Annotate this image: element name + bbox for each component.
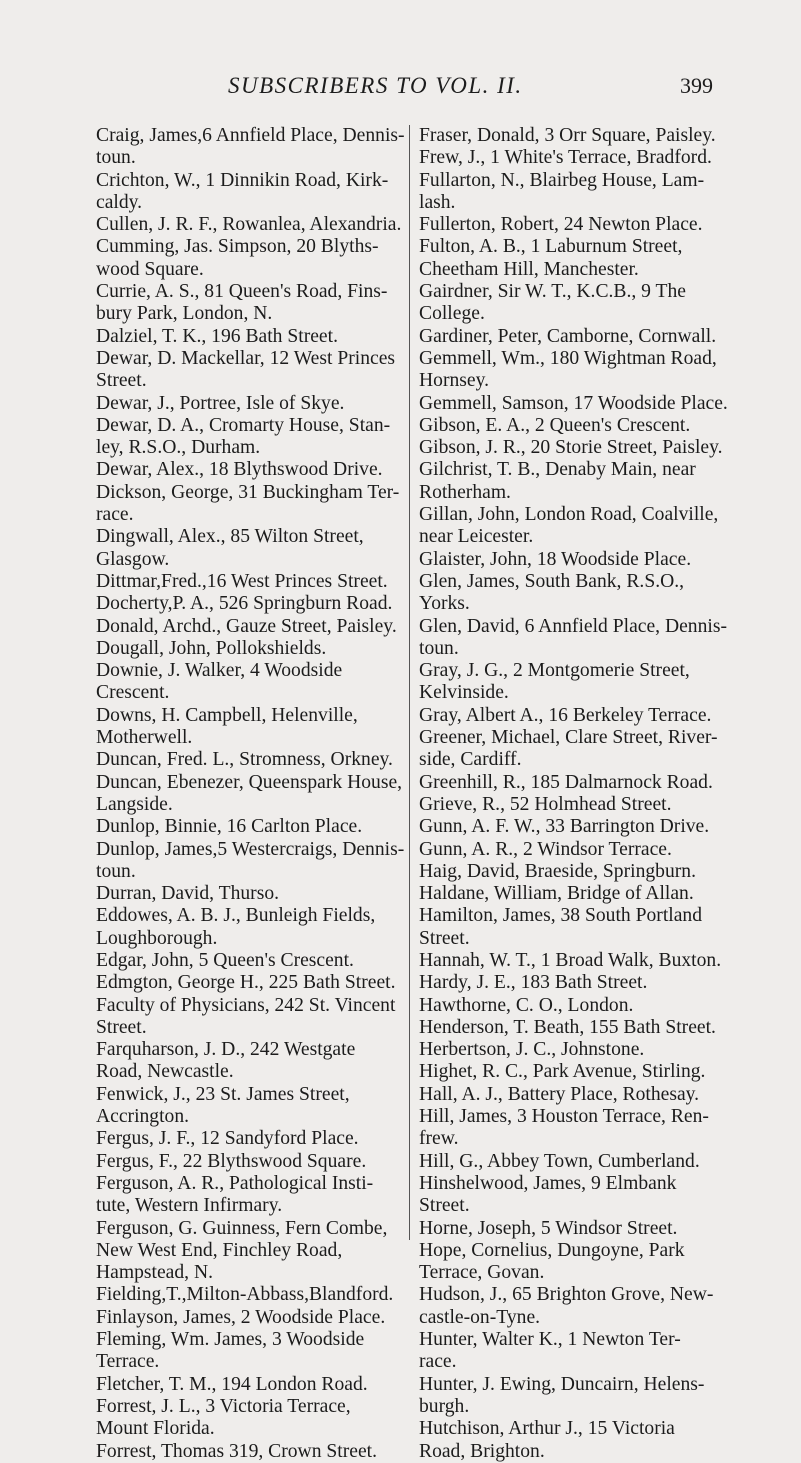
subscriber-entry-line: Fielding,T.,Milton-Abbass,Blandford. — [96, 1284, 394, 1306]
subscriber-entry — [96, 950, 436, 972]
subscriber-entry-line: Dewar, J., Portree, Isle of Skye. — [96, 392, 345, 414]
subscriber-entry-line: Fraser, Donald, 3 Orr Square, Paisley. — [419, 125, 716, 146]
subscriber-entry — [419, 214, 755, 236]
subscriber-entry-line: Craig, James,6 Annfield Place, Dennis- — [96, 125, 405, 146]
subscriber-entry — [419, 905, 755, 950]
subscriber-entry-continuation: Road, Brighton. — [419, 1440, 545, 1462]
subscriber-entry-line: Gibson, E. A., 2 Queen's Crescent. — [419, 414, 691, 436]
subscriber-entry — [96, 995, 436, 1040]
subscriber-entry-continuation: race. — [96, 504, 134, 526]
subscriber-entry-continuation: toun. — [96, 860, 136, 882]
page-number: 399 — [680, 73, 713, 98]
subscriber-entry-line: Currie, A. S., 81 Queen's Road, Fins- — [96, 281, 388, 303]
subscriber-entry — [419, 816, 755, 838]
subscriber-entry — [96, 482, 436, 527]
subscriber-entry — [419, 326, 755, 348]
subscriber-entry — [96, 281, 436, 326]
subscriber-entry-line: Crichton, W., 1 Dinnikin Road, Kirk- — [96, 169, 389, 191]
subscriber-entry — [419, 1374, 755, 1419]
subscriber-entry — [96, 883, 436, 905]
subscriber-entry — [96, 1173, 436, 1218]
subscriber-entry-line: Gunn, A. F. W., 33 Barrington Drive. — [419, 816, 710, 838]
subscriber-entry-line: Horne, Joseph, 5 Windsor Street. — [419, 1217, 678, 1239]
subscriber-entry — [96, 1396, 436, 1441]
subscriber-entry-line: Glen, James, South Bank, R.S.O., — [419, 570, 685, 592]
subscriber-entry-line: Hinshelwood, James, 9 Elmbank — [419, 1172, 677, 1194]
running-title: SUBSCRIBERS TO VOL. II. — [228, 73, 523, 98]
subscriber-entry-line: Donald, Archd., Gauze Street, Paisley. — [96, 615, 397, 637]
subscriber-entry — [419, 950, 755, 972]
subscriber-entry — [419, 995, 755, 1017]
subscriber-entry — [96, 393, 436, 415]
subscriber-entry-line: Gibson, J. R., 20 Storie Street, Paisley. — [419, 437, 723, 459]
subscriber-entry-continuation: Loughborough. — [96, 927, 218, 949]
subscriber-entry-line: Dunlop, Binnie, 16 Carlton Place. — [96, 816, 363, 838]
subscriber-entry-continuation: toun. — [96, 147, 136, 169]
subscriber-entry — [96, 705, 436, 750]
subscriber-entry-continuation: Hornsey. — [419, 370, 490, 392]
subscriber-entry-line: Forrest, Thomas 319, Crown Street. — [96, 1440, 377, 1462]
subscriber-entry — [419, 437, 755, 459]
subscriber-entry-continuation: Langside. — [96, 793, 173, 815]
subscriber-entry — [96, 348, 436, 393]
subscriber-entry — [96, 214, 436, 236]
subscriber-entry-line: Forrest, J. L., 3 Victoria Terrace, — [96, 1395, 351, 1417]
subscriber-entry — [419, 727, 755, 772]
subscriber-entry-line: Gardiner, Peter, Camborne, Cornwall. — [419, 325, 717, 347]
subscriber-entry — [96, 593, 436, 615]
subscriber-entry-line: Fergus, F., 22 Blythswood Square. — [96, 1150, 367, 1172]
subscriber-entry — [419, 170, 755, 215]
subscriber-entry-continuation: burgh. — [419, 1395, 470, 1417]
subscriber-entry-line: Greenhill, R., 185 Dalmarnock Road. — [419, 771, 713, 793]
subscriber-entry — [96, 1128, 436, 1150]
subscriber-entry — [96, 905, 436, 950]
subscriber-entry-line: Hamilton, James, 38 South Portland — [419, 905, 703, 927]
subscriber-entry-continuation: near Leicester. — [419, 526, 534, 548]
subscriber-entry-continuation: Glasgow. — [96, 548, 170, 570]
subscriber-entry-continuation: Motherwell. — [96, 727, 193, 749]
subscriber-entry — [419, 1151, 755, 1173]
subscriber-entry-line: Gemmell, Samson, 17 Woodside Place. — [419, 392, 728, 414]
subscriber-entry-continuation: Street. — [96, 370, 147, 392]
subscriber-entry — [419, 504, 755, 549]
subscriber-entry-line: Hannah, W. T., 1 Broad Walk, Buxton. — [419, 949, 722, 971]
subscriber-entry-continuation: race. — [419, 1351, 457, 1373]
subscriber-entry — [96, 526, 436, 571]
subscriber-entry-continuation: Cheetham Hill, Manchester. — [419, 258, 639, 280]
subscriber-entry — [96, 616, 436, 638]
subscriber-entry-line: Gray, J. G., 2 Montgomerie Street, — [419, 660, 690, 682]
subscriber-entry — [419, 281, 755, 326]
subscriber-entry-continuation: Rotherham. — [419, 481, 511, 503]
subscriber-entry-continuation: Crescent. — [96, 682, 170, 704]
subscriber-entry-continuation: Yorks. — [419, 593, 470, 615]
subscriber-entry-line: Gunn, A. R., 2 Windsor Terrace. — [419, 838, 672, 860]
subscriber-entry-continuation: Street. — [419, 1195, 470, 1217]
subscriber-entry — [96, 415, 436, 460]
subscriber-entry — [419, 772, 755, 794]
subscriber-entry — [419, 794, 755, 816]
subscriber-entry — [96, 1307, 436, 1329]
subscriber-entry — [96, 1084, 436, 1129]
subscriber-entry-line: Fullerton, Robert, 24 Newton Place. — [419, 214, 703, 236]
subscriber-entry-line: Farquharson, J. D., 242 Westgate — [96, 1039, 356, 1061]
subscriber-entry-continuation: Terrace, Govan. — [419, 1262, 545, 1284]
subscriber-entry-continuation: Hampstead, N. — [96, 1262, 213, 1284]
subscriber-entry-line: Edgar, John, 5 Queen's Crescent. — [96, 949, 354, 971]
subscriber-entry-line: Haig, David, Braeside, Springburn. — [419, 860, 696, 882]
subscriber-entry-line: Fergus, J. F., 12 Sandyford Place. — [96, 1128, 359, 1150]
subscriber-entry-line: Finlayson, James, 2 Woodside Place. — [96, 1306, 386, 1328]
subscriber-entry — [419, 147, 755, 169]
subscriber-entry-continuation: ley, R.S.O., Durham. — [96, 437, 261, 459]
column-divider — [409, 125, 410, 1240]
subscriber-entry-line: Downie, J. Walker, 4 Woodside — [96, 660, 343, 682]
subscriber-entry-continuation: caldy. — [96, 191, 143, 213]
subscriber-entry-line: Dewar, D. Mackellar, 12 West Princes — [96, 347, 396, 369]
subscriber-entry-line: Eddowes, A. B. J., Bunleigh Fields, — [96, 905, 376, 927]
subscriber-entry — [419, 972, 755, 994]
subscriber-entry — [419, 1218, 755, 1240]
subscriber-entry — [96, 170, 436, 215]
subscriber-entry-line: Frew, J., 1 White's Terrace, Bradford. — [419, 147, 712, 169]
subscriber-entry-line: Hutchison, Arthur J., 15 Victoria — [419, 1418, 675, 1440]
subscriber-entry — [419, 616, 755, 661]
subscriber-entry-line: Fenwick, J., 23 St. James Street, — [96, 1083, 350, 1105]
subscriber-entry — [96, 1374, 436, 1396]
subscriber-entry — [96, 816, 436, 838]
subscriber-entry-line: Ferguson, A. R., Pathological Insti- — [96, 1172, 374, 1194]
subscriber-entry — [419, 883, 755, 905]
subscriber-entry — [419, 1106, 755, 1151]
subscriber-entry — [419, 1173, 755, 1218]
subscriber-entry — [96, 125, 436, 170]
subscriber-entry-line: Durran, David, Thurso. — [96, 883, 280, 905]
subscriber-entry — [96, 571, 436, 593]
subscriber-entry-continuation: castle-on-Tyne. — [419, 1306, 541, 1328]
subscriber-entry — [419, 1418, 755, 1463]
subscriber-entry — [96, 1441, 436, 1463]
subscriber-entry-line: Dougall, John, Pollokshields. — [96, 637, 327, 659]
subscriber-entry-continuation: Street. — [419, 927, 470, 949]
subscriber-entry — [419, 1284, 755, 1329]
subscriber-entry-line: Dewar, D. A., Cromarty House, Stan- — [96, 414, 391, 436]
subscriber-entry — [419, 1329, 755, 1374]
subscriber-entry — [419, 236, 755, 281]
subscriber-entry-line: Dunlop, James,5 Westercraigs, Dennis- — [96, 838, 405, 860]
subscriber-entry-line: Henderson, T. Beath, 155 Bath Street. — [419, 1016, 716, 1038]
subscriber-entry-line: Hunter, J. Ewing, Duncairn, Helens- — [419, 1373, 705, 1395]
subscriber-entry-line: Dittmar,Fred.,16 West Princes Street. — [96, 570, 388, 592]
subscriber-entry-line: Dickson, George, 31 Buckingham Ter- — [96, 481, 400, 503]
subscriber-entry — [96, 459, 436, 481]
subscriber-entry — [419, 660, 755, 705]
subscriber-entry-line: Gilchrist, T. B., Denaby Main, near — [419, 459, 696, 481]
subscriber-entry-line: Glen, David, 6 Annfield Place, Dennis- — [419, 615, 727, 637]
subscriber-entry-continuation: Street. — [96, 1016, 147, 1038]
subscriber-entry-line: Fullarton, N., Blairbeg House, Lam- — [419, 169, 705, 191]
subscriber-entry-line: Hill, James, 3 Houston Terrace, Ren- — [419, 1106, 709, 1128]
subscriber-entry-line: Fulton, A. B., 1 Laburnum Street, — [419, 236, 683, 258]
subscriber-entry-line: Haldane, William, Bridge of Allan. — [419, 883, 694, 905]
subscriber-entry-line: Hill, G., Abbey Town, Cumberland. — [419, 1150, 700, 1172]
subscriber-entry — [96, 1284, 436, 1306]
subscriber-entry — [419, 1240, 755, 1285]
subscriber-entry-line: Gray, Albert A., 16 Berkeley Terrace. — [419, 704, 712, 726]
subscriber-list-left-column — [96, 125, 436, 1463]
subscriber-entry — [419, 1039, 755, 1061]
subscriber-entry-line: Hawthorne, C. O., London. — [419, 994, 634, 1016]
subscriber-entry-continuation: New West End, Finchley Road, — [96, 1239, 343, 1261]
subscriber-entry-line: Gemmell, Wm., 180 Wightman Road, — [419, 347, 717, 369]
subscriber-entry — [419, 571, 755, 616]
subscriber-entry-line: Hudson, J., 65 Brighton Grove, New- — [419, 1284, 714, 1306]
subscriber-entry-line: Hunter, Walter K., 1 Newton Ter- — [419, 1329, 681, 1351]
subscriber-entry-line: Dingwall, Alex., 85 Wilton Street, — [96, 526, 364, 548]
subscriber-entry-line: Duncan, Ebenezer, Queenspark House, — [96, 771, 403, 793]
subscriber-entry — [419, 1017, 755, 1039]
subscriber-entry — [96, 1151, 436, 1173]
subscriber-entry-continuation: Kelvinside. — [419, 682, 509, 704]
subscriber-entry-continuation: Terrace. — [96, 1351, 160, 1373]
subscriber-entry — [419, 125, 755, 147]
subscriber-entry — [96, 972, 436, 994]
subscriber-entry-continuation: tute, Western Infirmary. — [96, 1195, 283, 1217]
subscriber-entry-line: Edmgton, George H., 225 Bath Street. — [96, 972, 396, 994]
subscriber-list-right-column — [419, 125, 755, 1463]
subscriber-entry-continuation: bury Park, London, N. — [96, 303, 273, 325]
subscriber-entry-line: Docherty,P. A., 526 Springburn Road. — [96, 593, 393, 615]
subscriber-entry — [96, 839, 436, 884]
subscriber-entry — [96, 660, 436, 705]
subscriber-entry-line: Ferguson, G. Guinness, Fern Combe, — [96, 1217, 388, 1239]
subscriber-entry-line: Duncan, Fred. L., Stromness, Orkney. — [96, 749, 393, 771]
subscriber-entry-line: Dewar, Alex., 18 Blythswood Drive. — [96, 459, 383, 481]
subscriber-entry-continuation: wood Square. — [96, 258, 204, 280]
subscriber-entry — [96, 236, 436, 281]
subscriber-entry-line: Downs, H. Campbell, Helenville, — [96, 704, 358, 726]
subscriber-entry-continuation: lash. — [419, 191, 456, 213]
subscriber-entry — [419, 348, 755, 393]
subscriber-entry-line: Dalziel, T. K., 196 Bath Street. — [96, 325, 338, 347]
subscriber-entry — [96, 749, 436, 771]
page-header — [0, 73, 801, 107]
subscriber-entry-line: Gillan, John, London Road, Coalville, — [419, 504, 719, 526]
subscriber-entry — [96, 1329, 436, 1374]
subscriber-entry — [419, 839, 755, 861]
subscriber-entry-line: Faculty of Physicians, 242 St. Vincent — [96, 994, 396, 1016]
subscriber-entry-continuation: Accrington. — [96, 1106, 190, 1128]
subscriber-entry-continuation: Mount Florida. — [96, 1418, 215, 1440]
subscriber-entry — [419, 393, 755, 415]
subscriber-entry — [96, 1039, 436, 1084]
subscriber-entry — [419, 705, 755, 727]
subscriber-entry-line: Highet, R. C., Park Avenue, Stirling. — [419, 1061, 706, 1083]
subscriber-entry-continuation: Road, Newcastle. — [96, 1061, 234, 1083]
subscriber-entry-line: Fletcher, T. M., 194 London Road. — [96, 1373, 368, 1395]
subscriber-entry-line: Hall, A. J., Battery Place, Rothesay. — [419, 1083, 700, 1105]
subscriber-entry — [96, 772, 436, 817]
subscriber-entry — [419, 1084, 755, 1106]
subscriber-entry-line: Fleming, Wm. James, 3 Woodside — [96, 1329, 365, 1351]
subscriber-entry-continuation: College. — [419, 303, 485, 325]
subscriber-entry — [419, 549, 755, 571]
subscriber-entry — [96, 326, 436, 348]
subscriber-entry — [419, 415, 755, 437]
subscriber-entry-line: Glaister, John, 18 Woodside Place. — [419, 548, 692, 570]
subscriber-entry-line: Cumming, Jas. Simpson, 20 Blyths- — [96, 236, 379, 258]
subscriber-entry — [419, 861, 755, 883]
subscriber-entry-continuation: side, Cardiff. — [419, 749, 522, 771]
subscriber-entry — [96, 1218, 436, 1285]
subscriber-entry-line: Hope, Cornelius, Dungoyne, Park — [419, 1239, 685, 1261]
subscriber-entry-line: Cullen, J. R. F., Rowanlea, Alexandria. — [96, 214, 402, 236]
subscriber-entry-line: Herbertson, J. C., Johnstone. — [419, 1039, 645, 1061]
subscriber-entry-line: Gairdner, Sir W. T., K.C.B., 9 The — [419, 281, 686, 303]
subscriber-entry-line: Greener, Michael, Clare Street, River- — [419, 727, 718, 749]
subscriber-entry-continuation: frew. — [419, 1128, 459, 1150]
subscriber-entry — [419, 1061, 755, 1083]
subscriber-entry — [96, 638, 436, 660]
subscriber-entry-continuation: toun. — [419, 637, 459, 659]
subscriber-entry-line: Grieve, R., 52 Holmhead Street. — [419, 793, 672, 815]
subscriber-entry — [419, 459, 755, 504]
subscriber-entry-line: Hardy, J. E., 183 Bath Street. — [419, 972, 648, 994]
